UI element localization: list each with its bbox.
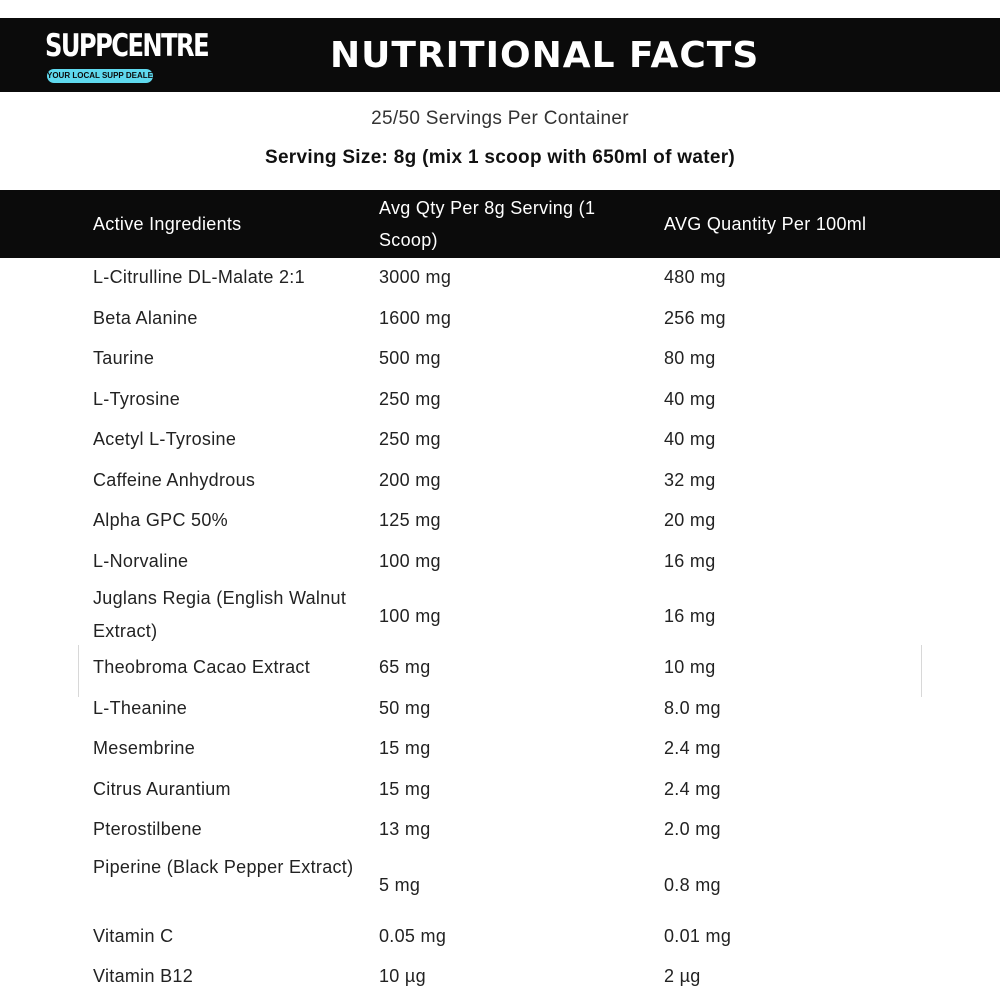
qty-per-serving: 5 mg — [379, 874, 421, 895]
qty-per-100ml: 2.4 mg — [664, 778, 721, 799]
brand-name: SUPPCENTRE — [45, 28, 209, 64]
ingredient-name: Vitamin B12 — [93, 966, 194, 986]
qty-per-serving: 250 mg — [379, 429, 441, 449]
ingredient-name: Alpha GPC 50% — [93, 510, 228, 530]
brand-logo — [45, 26, 209, 84]
qty-per-100ml: 2.4 mg — [664, 738, 721, 758]
ingredient-name: Caffeine Anhydrous — [93, 469, 256, 490]
qty-per-serving: 10 µg — [379, 966, 426, 986]
qty-per-100ml: 480 mg — [664, 267, 726, 287]
row-divider-left — [78, 645, 79, 697]
qty-per-100ml: 80 mg — [664, 348, 716, 368]
qty-per-100ml: 16 mg — [664, 606, 716, 626]
ingredient-name: L-Citrulline DL-Malate 2:1 — [93, 267, 305, 287]
ingredient-name: L-Theanine — [93, 697, 188, 718]
qty-per-serving: 500 mg — [379, 348, 441, 368]
table-row — [0, 501, 1000, 542]
qty-per-serving: 65 mg — [379, 657, 431, 677]
table-row — [0, 810, 1000, 851]
serving-size: Serving Size: 8g (mix 1 scoop with 650ml of water) — [264, 147, 736, 168]
ingredient-name: Acetyl L-Tyrosine — [93, 429, 237, 449]
table-row — [0, 299, 1000, 340]
qty-per-100ml: 2 µg — [664, 966, 701, 986]
table-row — [0, 689, 1000, 730]
table-body — [0, 258, 1000, 998]
qty-per-100ml: 8.0 mg — [664, 697, 721, 718]
table-row — [0, 851, 1000, 917]
table-row — [0, 770, 1000, 811]
header-active-ingredients: Active Ingredients — [93, 214, 242, 234]
qty-per-serving: 15 mg — [379, 778, 431, 799]
table-row — [0, 380, 1000, 421]
brand-tagline: YOUR LOCAL SUPP DEALER — [47, 69, 153, 83]
table-row — [0, 648, 1000, 689]
ingredient-name: L-Tyrosine — [93, 388, 181, 409]
table-row — [0, 729, 1000, 770]
table-header — [0, 190, 1000, 258]
qty-per-serving: 50 mg — [379, 697, 431, 718]
table-row — [0, 542, 1000, 583]
table-row — [0, 420, 1000, 461]
qty-per-serving: 125 mg — [379, 510, 441, 530]
ingredient-name: Pterostilbene — [93, 819, 202, 839]
title-banner — [0, 18, 1000, 92]
qty-per-serving: 100 mg — [379, 550, 441, 571]
table-row — [0, 957, 1000, 998]
table-row — [0, 461, 1000, 502]
qty-per-100ml: 32 mg — [664, 469, 716, 490]
qty-per-100ml: 256 mg — [664, 307, 726, 328]
qty-per-100ml: 10 mg — [664, 657, 716, 677]
qty-per-serving: 200 mg — [379, 469, 441, 490]
table-row — [0, 917, 1000, 958]
ingredient-name: Piperine (Black Pepper Extract) — [93, 856, 354, 877]
qty-per-serving: 100 mg — [379, 606, 441, 626]
ingredient-name: Vitamin C — [93, 925, 174, 946]
table-row — [0, 339, 1000, 380]
ingredient-name: Citrus Aurantium — [93, 778, 231, 799]
qty-per-serving: 15 mg — [379, 738, 431, 758]
ingredient-name: Mesembrine — [93, 738, 196, 758]
qty-per-100ml: 40 mg — [664, 388, 716, 409]
qty-per-100ml: 20 mg — [664, 510, 716, 530]
ingredient-name: Taurine — [93, 348, 155, 368]
qty-per-100ml: 2.0 mg — [664, 819, 721, 839]
qty-per-serving: 0.05 mg — [379, 925, 447, 946]
table-row — [0, 582, 1000, 648]
table-row — [0, 258, 1000, 299]
qty-per-serving: 250 mg — [379, 388, 441, 409]
ingredient-name: Juglans Regia (English Walnut Extract) — [93, 588, 347, 641]
ingredient-name: Beta Alanine — [93, 307, 198, 328]
qty-per-100ml: 40 mg — [664, 429, 716, 449]
servings-per-container: 25/50 Servings Per Container — [371, 108, 629, 129]
qty-per-100ml: 0.01 mg — [664, 925, 732, 946]
qty-per-serving: 3000 mg — [379, 267, 452, 287]
header-qty-per-100ml: AVG Quantity Per 100ml — [664, 214, 867, 234]
page-title: NUTRITIONAL FACTS — [330, 35, 760, 76]
header-qty-per-serving: Avg Qty Per 8g Serving (1 Scoop) — [379, 198, 596, 250]
qty-per-100ml: 16 mg — [664, 550, 716, 571]
qty-per-serving: 13 mg — [379, 819, 431, 839]
row-divider-right — [921, 645, 922, 697]
qty-per-100ml: 0.8 mg — [664, 874, 721, 895]
ingredient-name: Theobroma Cacao Extract — [93, 657, 310, 677]
qty-per-serving: 1600 mg — [379, 307, 452, 328]
ingredient-name: L-Norvaline — [93, 550, 189, 571]
